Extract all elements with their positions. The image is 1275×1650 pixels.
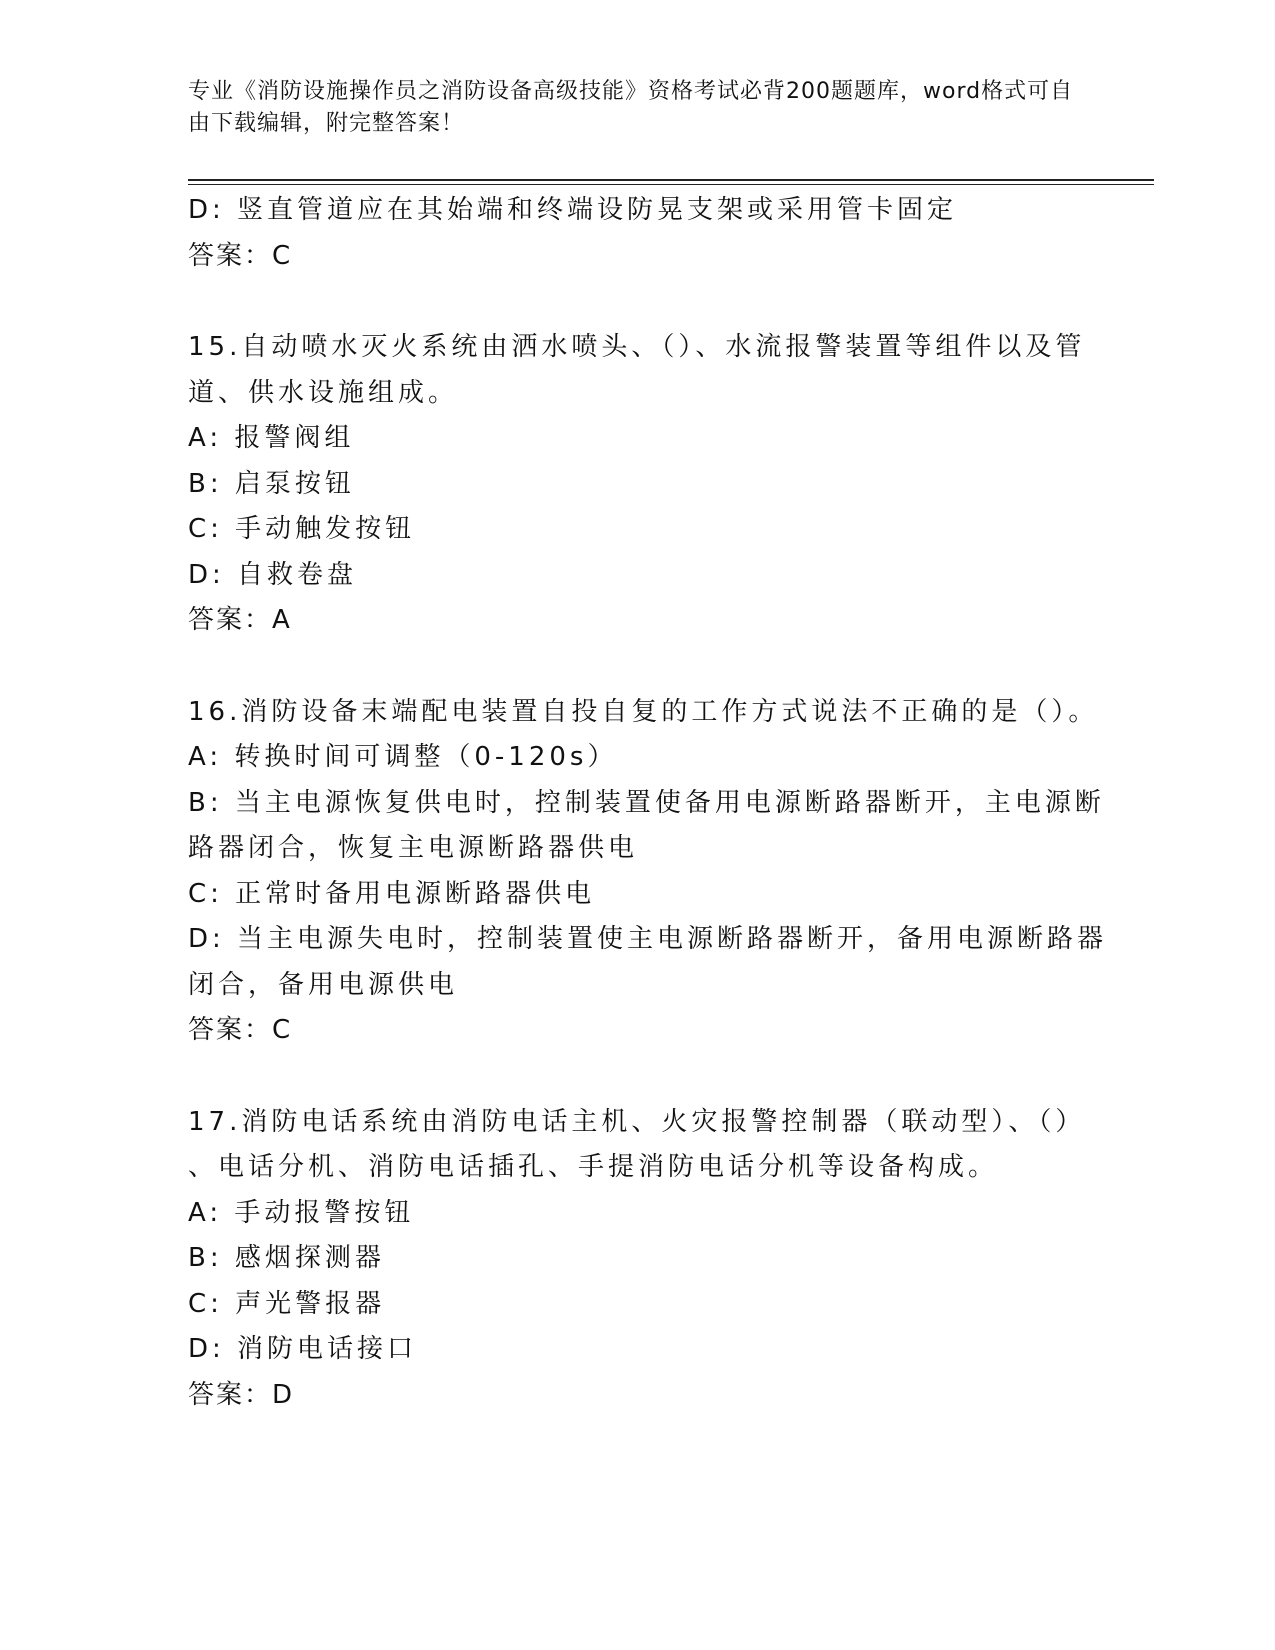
option-d: D: 自救卷盘 [188,559,358,590]
option-b: B: 启泵按钮 [188,468,355,499]
answer-value: C [272,240,295,271]
option-d: D: 竖直管道应在其始端和终端设防晃支架或采用管卡固定 [188,195,958,225]
option-d-continued: 闭合，备用电源供电 [188,969,459,1000]
document-body [188,188,1108,1418]
spacer [188,279,1088,325]
answer-label: 答案： [188,605,273,635]
option-d: D: 消防电话接口 [188,1334,418,1364]
answer-line [188,1008,1088,1054]
spacer [188,644,1088,690]
option-c: C: 手动触发按钮 [188,514,416,544]
answer-line [188,234,1088,280]
header-divider-thick [188,179,1154,181]
option-b: B: 当主电源恢复供电时，控制装置使备用电源断路器断开，主电源断 [188,787,1105,818]
answer-label: 答案： [188,1379,273,1410]
option-a: A: 转换时间可调整（0-120s） [188,742,618,772]
option-a: A: 报警阀组 [188,423,355,453]
document-header: 专业《消防设施操作员之消防设备高级技能》资格考试必背200题题库，word格式可自由下载编辑，附完整答案！ [188,79,1074,136]
answer-value: A [272,605,294,635]
option-c: C: 声光警报器 [188,1288,386,1319]
answer-value: D [272,1379,297,1410]
option-d: D: 当主电源失电时，控制装置使主电源断路器断开，备用电源断路器 [188,924,1108,954]
answer-line [188,598,1088,644]
question-stem-continued: 、电话分机、消防电话插孔、手提消防电话分机等设备构成。 [188,1152,999,1182]
header-divider-thin [188,184,1154,185]
answer-label: 答案： [188,240,273,271]
question-stem: 16.消防设备末端配电装置自投自复的工作方式说法不正确的是（）。 [188,696,1099,727]
answer-line [188,1373,1088,1419]
option-b-continued: 路器闭合，恢复主电源断路器供电 [188,833,639,863]
answer-label: 答案： [188,1015,273,1045]
question-stem-continued: 道、供水设施组成。 [188,377,459,408]
spacer [188,1054,1088,1100]
option-c: C: 正常时备用电源断路器供电 [188,878,596,909]
option-a: A: 手动报警按钮 [188,1197,415,1228]
answer-value: C [272,1015,295,1045]
question-16 [188,690,1108,1054]
question-15 [188,325,1088,644]
question-stem: 17.消防电话系统由消防电话主机、火灾报警控制器（联动型）、（） [188,1106,1086,1137]
question-stem: 15.自动喷水灭火系统由洒水喷头、（）、水流报警装置等组件以及管 [188,332,1086,362]
option-b: B: 感烟探测器 [188,1243,385,1273]
question-17 [188,1100,1088,1419]
